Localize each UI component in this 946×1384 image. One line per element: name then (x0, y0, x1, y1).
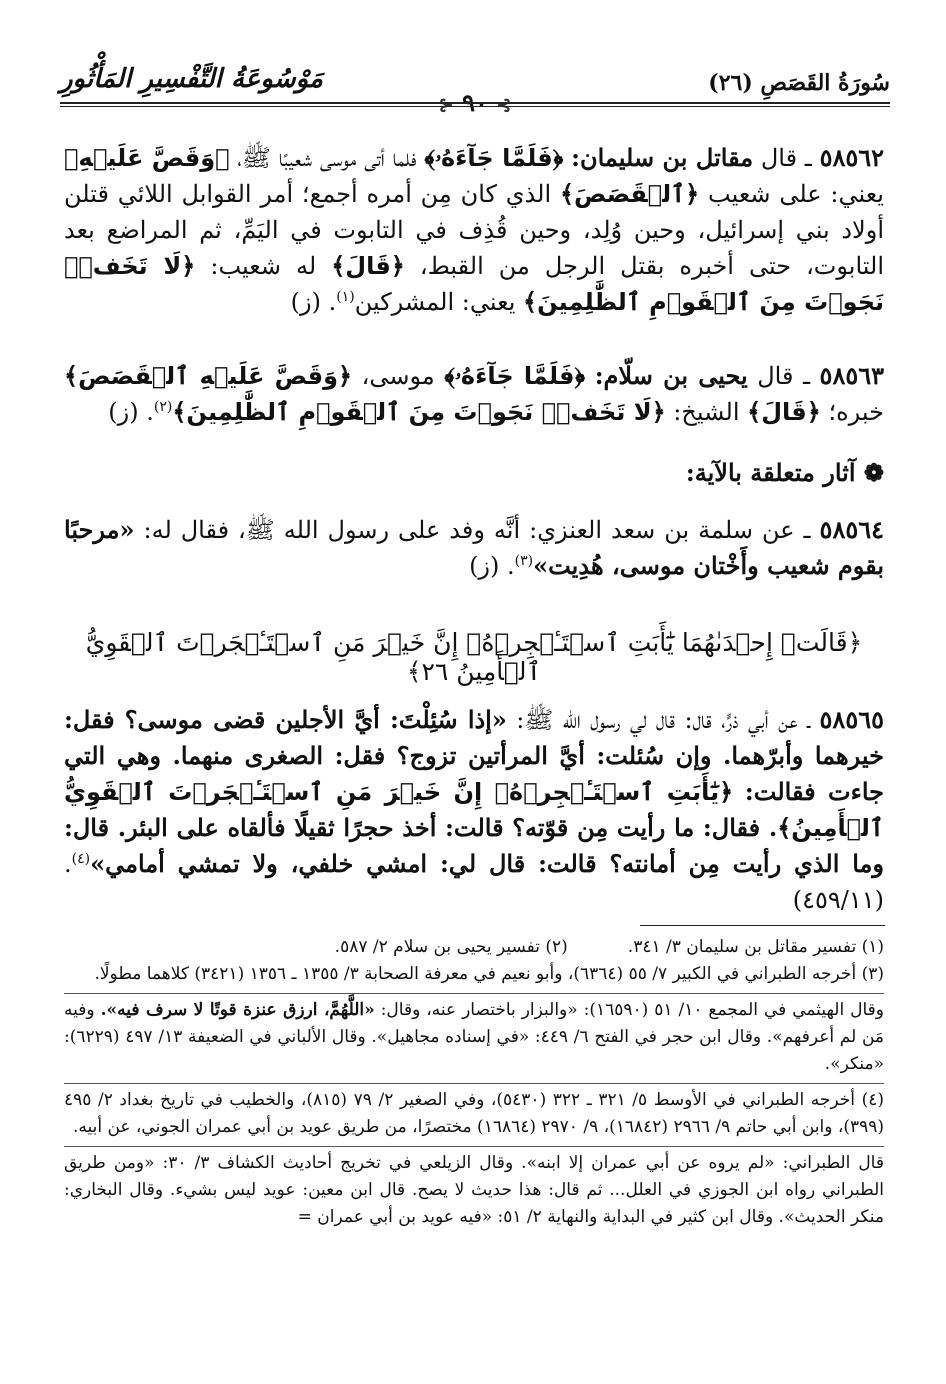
flower-icon: ❁ (863, 458, 884, 487)
book-title: مَوْسُوعَةُ التَّفْسِيرِ المَأْثُورِ (60, 64, 323, 94)
footnote-2: (٢) تفسير يحيى بن سلام ٢/ ٥٨٧. (334, 937, 568, 957)
footnote-ref[interactable]: (٢) (153, 399, 173, 415)
footnote-4: (٤) أخرجه الطبراني في الأوسط ٥/ ٣٢١ ـ ٣٢٢ (٥٤٣٠)، وفي الصغير ٢/ ٧٩ (٨١٥)، والخطيب في تاريخ بغداد ٢/ ٤٩٥ (٣٩٩)، وابن أبي حاتم ٩/ ٢٩٦٦ (١٦٨٤٢)، ٩/ ٢٩٧٠ (١٦٨٦٤) مختصرًا، من طريق عويد بن أبي عمران الجوني، عن أبيه. (64, 1090, 884, 1137)
surah-title: سُورَةُ القَصَصِ (٢٦) (708, 70, 890, 96)
quran-quote: ﴿قَالَ﴾ (747, 398, 821, 426)
hadith-text: «إذا سُئِلْتَ: أيَّ الأجلين قضى موسى؟ فقل: خيرهما وأبرّهما. وإن سُئلت: أيَّ المرأتين تزوج؟ فقل: الصغرى منهما. وهي التي جاءت فقالت: (64, 705, 885, 806)
paragraph-58563: ٥٨٥٦٣ ـ قال يحيى بن سلّام: ﴿فَلَمَّا جَآءَهُۥ﴾ موسى، ﴿وَقَصَّ عَلَيۡهِ ٱلۡقَصَصَ﴾ خبره؛ ﴿قَالَ﴾ الشيخ: ﴿لَا تَخَفۡۖ نَجَوۡتَ مِنَ ٱلۡقَوۡمِ ٱلظَّٰلِمِينَ﴾$^{(٢)}$. (ز) (64, 361, 884, 426)
verse-heading: ﴿قَالَتۡ إِحۡدَىٰهُمَا يَٰٓأَبَتِ ٱسۡتَـٔۡجِرۡهُۖ إِنَّ خَيۡرَ مَنِ ٱسۡتَـٔۡجَرۡتَ ٱلۡقَوِيُّ ٱلۡأَمِينُ ٢٦﴾ (85, 628, 863, 686)
quran-quote: ﴿فَلَمَّا جَآءَهُۥ﴾ (444, 362, 586, 390)
paragraph-58562: ٥٨٥٦٢ ـ قال مقاتل بن سليمان: ﴿فَلَمَّا جَآءَهُۥ﴾ فلما أتى موسى شعيبًا ﷺ، ﴿وَقَصَّ عَلَيۡهِ﴾ يعني: على شعيب ﴿ٱلۡقَصَصَ﴾ الذي كان مِن أمره أجمع؛ أمر القوابل اللائي قتلن أولاد بني إسرائيل، وحين وُلِد، وحين قُذِف في التابوت في اليَمِّ، ثم المراضع بعد التابوت، حتى أخبره بقتل الرجل من القبط، ﴿قَالَ﴾ له شعيب: ﴿لَا تَخَفۡۖ نَجَوۡتَ مِنَ ٱلۡقَوۡمِ ٱلظَّٰلِمِينَ﴾ يعني: المشركين$^{(١)}$. (ز) (64, 143, 885, 316)
footnote-ref[interactable]: (٤) (71, 851, 91, 867)
quran-quote: ﴿قَالَ﴾ (331, 252, 405, 280)
footnote-1: (١) تفسير مقاتل بن سليمان ٣/ ٣٤١. (627, 937, 884, 957)
footnote-divider (64, 1146, 884, 1147)
footnote-ref[interactable]: (٣) (514, 553, 534, 569)
hadith-text: . فقال: ما رأيت مِن قوّته؟ قالت: أخذ حجرًا ثقيلًا فألقاه على البئر. قال: وما الذي رأيت مِن أمانته؟ قالت: قال لي: امشي خلفي، ولا تمشي أمامي» (64, 813, 884, 878)
quran-quote: ﴿لَا تَخَفۡۖ نَجَوۡتَ مِنَ ٱلۡقَوۡمِ ٱلظَّٰلِمِينَ﴾ (172, 398, 666, 426)
footnote-divider (64, 1083, 884, 1084)
hadith-text: «مرحبًا بقوم شعيب وأَخْتان موسى، هُدِيت» (64, 515, 884, 580)
footnote-ref[interactable]: (١) (336, 289, 355, 305)
narrator: مقاتل بن سليمان: (571, 143, 754, 172)
quran-quote: ﴿يَٰٓأَبَتِ ٱسۡتَـٔۡجِرۡهُۖ إِنَّ خَيۡرَ مَنِ ٱسۡتَـٔۡجَرۡتَ ٱلۡقَوِيُّ ٱلۡأَمِينُ﴾ (64, 778, 884, 842)
page-header (60, 62, 890, 117)
narration-number: ٥٨٥٦٣ (819, 361, 884, 390)
hadith-text: «اللَّهُمَّ، ارزق عنزة قوتًا لا سرف فيه». (100, 1000, 375, 1020)
paragraph-58565: ٥٨٥٦٥ ـ عن أبي ذرٍّ، قال: قال لي رسول الله ﷺ: «إذا سُئِلْتَ: أيَّ الأجلين قضى موسى؟ فقل: خيرهما وأبرّهما. وإن سُئلت: أيَّ المرأتين تزوج؟ فقل: الصغرى منهما. وهي التي جاءت فقالت: ﴿يَٰٓأَبَتِ ٱسۡتَـٔۡجِرۡهُۖ إِنَّ خَيۡرَ مَنِ ٱسۡتَـٔۡجَرۡتَ ٱلۡقَوِيُّ ٱلۡأَمِينُ﴾. فقال: ما رأيت مِن قوّته؟ قالت: أخذ حجرًا ثقيلًا فألقاه على البئر. قال: وما الذي رأيت مِن أمانته؟ قالت: قال لي: امشي خلفي، ولا تمشي أمامي»$^{(٤)}$. (٤٥٩/١١) (64, 705, 885, 914)
footnote-separator (640, 925, 885, 926)
header-rule-inner (60, 106, 890, 107)
narration-number: ٥٨٥٦٥ (819, 705, 884, 734)
footnote-4-comment: قال الطبراني: «لم يروه عن أبي عمران إلا ابنه». وقال الزيلعي في تخريج أحاديث الكشاف ٣/ ٣٠: «ومن طريق الطبراني رواه ابن الجوزي في العلل... ثم قال: هذا حديث لا يصح. قال ابن معين: عويد ليس بشيء. وقال البخاري: منكر الحديث». وقال ابن كثير في البداية والنهاية ٢/ ٥١: «فيه عويد بن أبي عمران = (64, 1153, 884, 1227)
quran-quote: ﴿وَقَصَّ عَلَيۡهِ ٱلۡقَصَصَ﴾ (64, 362, 353, 390)
quran-quote: ﴿فَلَمَّا جَآءَهُۥ﴾ (424, 144, 564, 172)
page-number: ⊱ ٩٠ ⊰ (438, 88, 512, 117)
narration-number: ٥٨٥٦٤ (819, 515, 884, 544)
footnotes (64, 934, 884, 1231)
narration-number: ٥٨٥٦٢ (819, 143, 885, 172)
header-rule (60, 102, 890, 104)
section-heading: ❁ آثار متعلقة بالآية: (685, 458, 884, 487)
paragraph-58564: ٥٨٥٦٤ ـ عن سلمة بن سعد العنزي: أنَّه وفد على رسول الله ﷺ، فقال له: «مرحبًا بقوم شعيب وأَخْتان موسى، هُدِيت»$^{(٣)}$. (ز) (64, 515, 884, 580)
footnote-3-comment: وقال الهيثمي في المجمع ١٠/ ٥١ (١٦٥٩٠): «والبزار باختصار عنه، وقال: «اللَّهُمَّ، ارزق عنزة قوتًا لا سرف فيه». وفيه مَن لم أعرفهم». وقال ابن حجر في الفتح ٦/ ٤٤٩: «في إسناده مجاهيل». وقال الألباني في الضعيفة ١٣/ ٤٩٧ (٦٢٢٩): «منكر». (64, 1000, 885, 1074)
narrator: يحيى بن سلّام: (594, 361, 748, 390)
footnote-divider (64, 993, 884, 994)
ornament-right-icon: ⊰ (438, 95, 454, 116)
quran-quote: ﴿ٱلۡقَصَصَ﴾ (559, 180, 700, 208)
ornament-left-icon: ⊱ (496, 95, 512, 116)
continuation-mark: = (297, 1207, 312, 1227)
footnote-3: (٣) أخرجه الطبراني في الكبير ٧/ ٥٥ (٦٣٦٤)، وأبو نعيم في معرفة الصحابة ٣/ ١٣٥٥ ـ ١٣٥٦ (٣٤٢١) كلاهما مطولًا. (94, 964, 884, 984)
quran-quote: ﴿وَقَصَّ عَلَيۡهِ﴾ (64, 144, 230, 172)
quran-quote: ﴿لَا تَخَفۡۖ نَجَوۡتَ مِنَ ٱلۡقَوۡمِ ٱلظَّٰلِمِينَ﴾ (64, 252, 884, 316)
footnote-row (64, 934, 884, 961)
